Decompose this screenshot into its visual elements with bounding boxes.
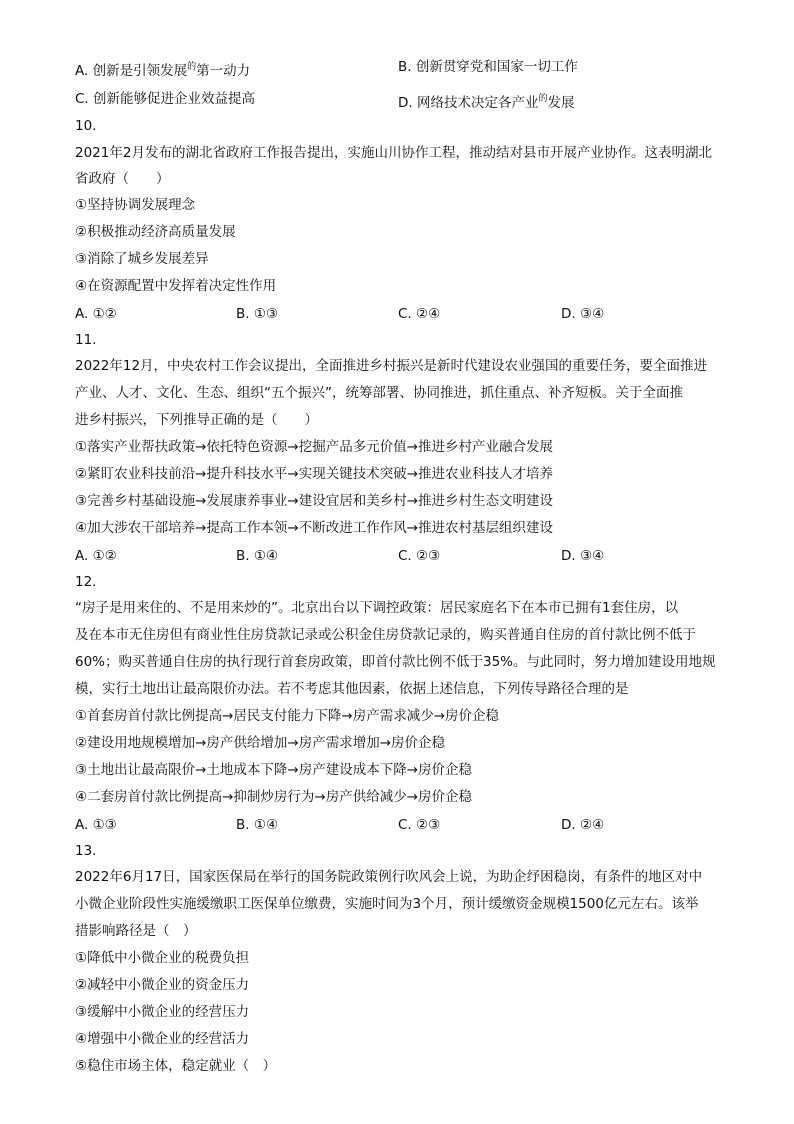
q11-number: 11. <box>75 332 97 348</box>
q11-stem-line: 进乡村振兴，下列推导正确的是（ ） <box>75 412 318 428</box>
q12-option-a: A. ①③ <box>75 817 117 833</box>
q10-option-a: A. ①② <box>75 306 117 322</box>
q10-option-c: C. ②④ <box>398 306 441 322</box>
q12-item: ④二套房首付款比例提高→抑制炒房行为→房产供给减少→房价企稳 <box>75 789 473 805</box>
q9-option-b: B. 创新贯穿党和国家一切工作 <box>398 59 578 75</box>
q11-option-c: C. ②③ <box>398 548 441 564</box>
q13-item: ②减轻中小微企业的资金压力 <box>75 977 250 993</box>
q13-number: 13. <box>75 843 97 859</box>
q12-option-d: D. ②④ <box>561 817 605 833</box>
q10-stem-line: 2021年2月发布的湖北省政府工作报告提出，实施山川协作工程，推动结对县市开展产业协作。这表明湖北 <box>75 145 712 161</box>
q13-item: ③缓解中小微企业的经营压力 <box>75 1004 250 1020</box>
q10-item: ③消除了城乡发展差异 <box>75 251 209 267</box>
q13-stem-line: 2022年6月17日，国家医保局在举行的国务院政策例行吹风会上说，为助企纾困稳岗，有条件的地区对中 <box>75 869 703 885</box>
q12-stem-line: 模，实行土地出让最高限价办法。若不考虑其他因素，依据上述信息，下列传导路径合理的是 <box>75 681 629 697</box>
q9-option-c: C. 创新能够促进企业效益提高 <box>75 91 256 107</box>
q11-stem-line: 2022年12月，中央农村工作会议提出，全面推进乡村振兴是新时代建设农业强国的重要任务，要全面推进 <box>75 358 708 374</box>
q13-item: ①降低中小微企业的税费负担 <box>75 950 250 966</box>
q12-stem-line: 及在本市无住房但有商业性住房贷款记录或公积金住房贷款记录的，购买普通自住房的首付款比例不低于 <box>75 627 696 643</box>
q13-stem-line: 措影响路径是（ ） <box>75 923 197 939</box>
q11-option-a: A. ①② <box>75 548 117 564</box>
q12-stem-line: 60%；购买普通自住房的执行现行首套房政策，即首付款比例不低于35%。与此同时，努力增加建设用地规 <box>75 654 716 670</box>
q11-option-d: D. ③④ <box>561 548 605 564</box>
q11-option-b: B. ①④ <box>236 548 279 564</box>
q11-item: ②紧盯农业科技前沿→提升科技水平→实现关键技术突破→推进农业科技人才培养 <box>75 466 554 482</box>
q12-number: 12. <box>75 574 97 590</box>
q10-item: ②积极推动经济高质量发展 <box>75 224 236 240</box>
q12-stem-line: “房子是用来住的、不是用来炒的”。北京出台以下调控政策：居民家庭名下在本市已拥有1套住房，以 <box>75 600 679 616</box>
q10-item: ①坚持协调发展理念 <box>75 197 196 213</box>
q13-item: ⑤稳住市场主体，稳定就业（ ） <box>75 1058 277 1074</box>
q12-item: ③土地出让最高限价→土地成本下降→房产建设成本下降→房价企稳 <box>75 762 473 778</box>
q12-item: ②建设用地规模增加→房产供给增加→房产需求增加→房价企稳 <box>75 735 446 751</box>
q13-stem-line: 小微企业阶段性实施缓缴职工医保单位缴费，实施时间为3个月，预计缓缴资金规模1500亿元左右。该举 <box>75 896 699 912</box>
q11-item: ①落实产业帮扶政策→依托特色资源→挖掘产品多元价值→推进乡村产业融合发展 <box>75 439 554 455</box>
q10-number: 10. <box>75 118 97 134</box>
q9-option-a: A. 创新是引领发展$^的$第一动力 <box>75 62 251 79</box>
q12-option-c: C. ②③ <box>398 817 441 833</box>
q10-item: ④在资源配置中发挥着决定性作用 <box>75 278 277 294</box>
q9-option-d: D. 网络技术决定各产业$^的$发展 <box>398 94 575 111</box>
q11-stem-line: 产业、人才、文化、生态、组织“五个振兴”，统筹部署、协同推进，抓住重点、补齐短板。关于全面推 <box>75 385 683 401</box>
q11-item: ④加大涉农干部培养→提高工作本领→不断改进工作作风→推进农村基层组织建设 <box>75 520 554 536</box>
q11-item: ③完善乡村基础设施→发展康养事业→建设宜居和美乡村→推进乡村生态文明建设 <box>75 493 554 509</box>
q10-option-d: D. ③④ <box>561 306 605 322</box>
q12-item: ①首套房首付款比例提高→居民支付能力下降→房产需求减少→房价企稳 <box>75 708 500 724</box>
q10-stem-line: 省政府（ ） <box>75 171 170 187</box>
q13-item: ④增强中小微企业的经营活力 <box>75 1031 250 1047</box>
q12-option-b: B. ①④ <box>236 817 279 833</box>
q10-option-b: B. ①③ <box>236 306 279 322</box>
